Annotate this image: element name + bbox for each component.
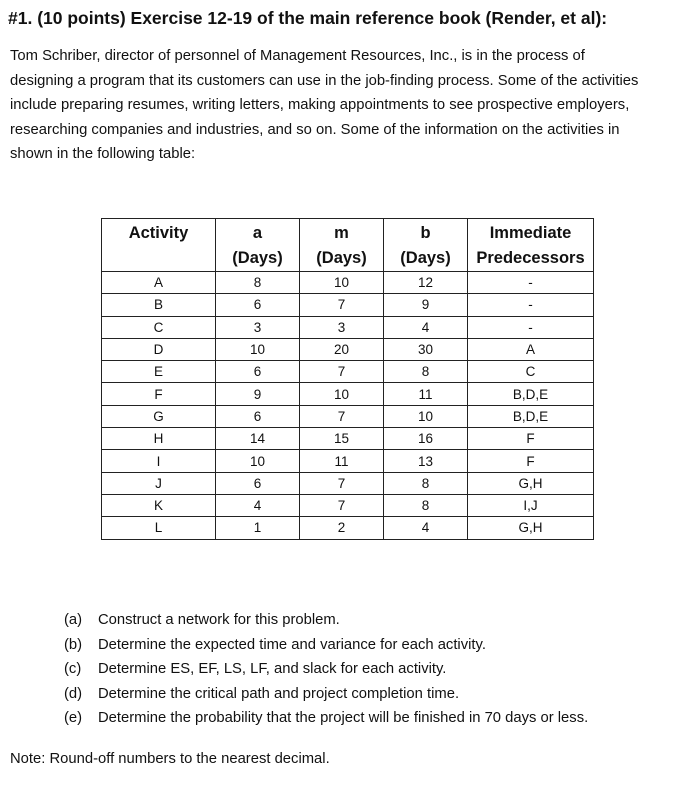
question-text: Construct a network for this problem. [98, 612, 340, 628]
cell-b: 16 [384, 428, 468, 450]
question-item [64, 637, 588, 662]
cell-a: 6 [216, 361, 300, 383]
question-text: Determine ES, EF, LS, LF, and slack for each activity. [98, 661, 447, 677]
exercise-title: #1. (10 points) Exercise 12-19 of the main reference book (Render, et al): [8, 8, 608, 28]
cell-predecessors: I,J [468, 494, 594, 516]
cell-m: 7 [300, 494, 384, 516]
cell-activity: A [102, 272, 216, 294]
cell-predecessors: G,H [468, 517, 594, 539]
table-row [102, 428, 594, 450]
cell-activity: C [102, 316, 216, 338]
table-row [102, 450, 594, 472]
cell-predecessors: B,D,E [468, 383, 594, 405]
cell-predecessors: G,H [468, 472, 594, 494]
cell-m: 3 [300, 316, 384, 338]
cell-predecessors: A [468, 338, 594, 360]
cell-activity: K [102, 494, 216, 516]
cell-predecessors: C [468, 361, 594, 383]
intro-line: designing a program that its customers can use in the job-finding process. Some of the activities [10, 72, 639, 89]
question-item [64, 686, 588, 711]
cell-activity: E [102, 361, 216, 383]
question-item [64, 661, 588, 686]
table-header-row [102, 219, 594, 272]
table-row [102, 361, 594, 383]
table-row [102, 405, 594, 427]
cell-b: 8 [384, 494, 468, 516]
cell-activity: L [102, 517, 216, 539]
question-label: (c) [64, 661, 82, 677]
cell-activity: B [102, 294, 216, 316]
cell-m: 10 [300, 383, 384, 405]
cell-b: 30 [384, 338, 468, 360]
cell-b: 8 [384, 361, 468, 383]
question-label: (b) [64, 636, 83, 653]
question-text: Determine the expected time and variance for each activity. [98, 636, 486, 653]
cell-a: 6 [216, 294, 300, 316]
intro-line: Tom Schriber, director of personnel of Management Resources, Inc., is in the process of [10, 48, 585, 64]
cell-activity: G [102, 405, 216, 427]
question-list [64, 612, 588, 735]
cell-a: 4 [216, 494, 300, 516]
cell-a: 3 [216, 316, 300, 338]
cell-b: 4 [384, 316, 468, 338]
table-row [102, 383, 594, 405]
intro-line: researching companies and industries, and so on. Some of the information on the activities in [10, 121, 620, 138]
cell-predecessors: F [468, 450, 594, 472]
cell-predecessors: F [468, 428, 594, 450]
question-item [64, 710, 588, 735]
cell-b: 12 [384, 272, 468, 294]
intro-line: shown in the following table: [10, 146, 196, 162]
cell-predecessors: B,D,E [468, 405, 594, 427]
question-text: Determine the critical path and project completion time. [98, 685, 460, 702]
cell-a: 8 [216, 272, 300, 294]
cell-m: 7 [300, 405, 384, 427]
cell-b: 9 [384, 294, 468, 316]
question-item [64, 612, 588, 637]
header-m: m (Days) [300, 219, 384, 272]
header-b: b (Days) [384, 219, 468, 272]
table-row [102, 316, 594, 338]
cell-a: 6 [216, 472, 300, 494]
cell-m: 10 [300, 272, 384, 294]
cell-predecessors: - [468, 294, 594, 316]
cell-b: 8 [384, 472, 468, 494]
question-label: (a) [64, 612, 83, 628]
table-row [102, 338, 594, 360]
intro-line: include preparing resumes, writing letters, making appointments to see prospective employers, [10, 97, 630, 113]
table-row [102, 272, 594, 294]
question-text: Determine the probability that the project will be finished in 70 days or less. [98, 710, 589, 726]
header-activity: Activity [102, 219, 216, 272]
rounding-note: Note: Round-off numbers to the nearest decimal. [10, 751, 330, 767]
cell-m: 2 [300, 517, 384, 539]
table-row [102, 517, 594, 539]
cell-m: 7 [300, 294, 384, 316]
cell-m: 11 [300, 450, 384, 472]
cell-a: 14 [216, 428, 300, 450]
intro-paragraph [10, 44, 694, 167]
cell-m: 7 [300, 472, 384, 494]
cell-activity: I [102, 450, 216, 472]
cell-a: 6 [216, 405, 300, 427]
cell-predecessors: - [468, 316, 594, 338]
table-row [102, 294, 594, 316]
cell-a: 9 [216, 383, 300, 405]
question-label: (e) [64, 710, 83, 726]
cell-a: 10 [216, 338, 300, 360]
header-a: a (Days) [216, 219, 300, 272]
cell-activity: H [102, 428, 216, 450]
cell-m: 7 [300, 361, 384, 383]
cell-b: 10 [384, 405, 468, 427]
header-predecessors: Immediate Predecessors [468, 219, 594, 272]
cell-a: 1 [216, 517, 300, 539]
cell-a: 10 [216, 450, 300, 472]
cell-activity: F [102, 383, 216, 405]
table-row [102, 472, 594, 494]
cell-b: 11 [384, 383, 468, 405]
cell-b: 4 [384, 517, 468, 539]
table-row [102, 494, 594, 516]
cell-m: 20 [300, 338, 384, 360]
cell-m: 15 [300, 428, 384, 450]
cell-activity: D [102, 338, 216, 360]
cell-b: 13 [384, 450, 468, 472]
activity-table [101, 218, 594, 540]
cell-activity: J [102, 472, 216, 494]
question-label: (d) [64, 685, 83, 702]
cell-predecessors: - [468, 272, 594, 294]
